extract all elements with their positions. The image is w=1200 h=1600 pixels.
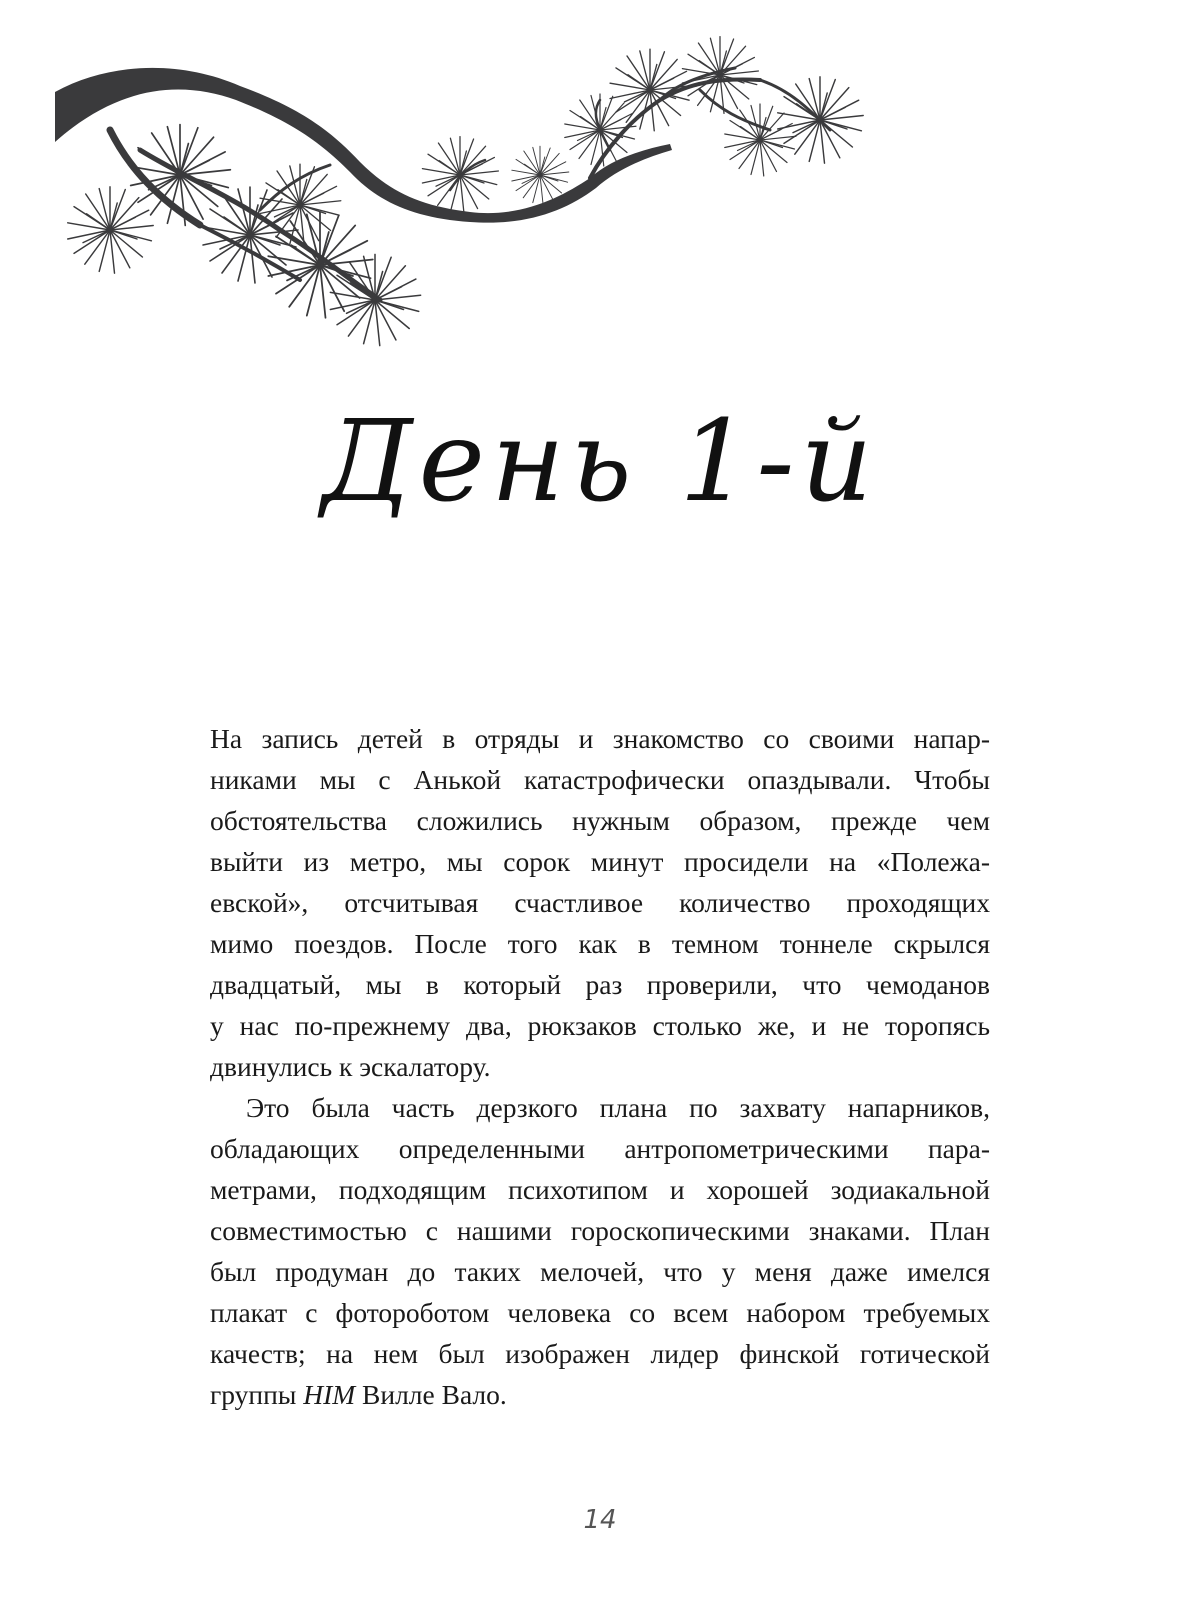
text-line: евской», отсчитывая счастливое количество проходящих [210, 887, 990, 918]
paragraph-1 [210, 718, 990, 1087]
text-line [210, 1374, 990, 1415]
text-line: мимо поездов. После того как в темном тоннеле скрылся [210, 928, 990, 959]
text-line: был продуман до таких мелочей, что у меня даже имелся [210, 1256, 990, 1287]
text-line: Это была часть дерзкого плана по захвату напарников, [246, 1092, 990, 1123]
text-line: у нас по-прежнему два, рюкзаков столько же, и не торопясь [210, 1010, 990, 1041]
text-line: двадцатый, мы в который раз проверили, что чемоданов [210, 969, 990, 1000]
text-line: качеств; на нем был изображен лидер финской готической [210, 1338, 990, 1369]
paragraph-2 [210, 1087, 990, 1415]
text-line: совместимостью с нашими гороскопическими знаками. План [210, 1215, 990, 1246]
text-line: На запись детей в отряды и знакомство со своими напар- [210, 723, 990, 754]
chapter-title: День 1-й [321, 397, 879, 527]
text-line: двинулись к эскалатору. [210, 1051, 491, 1082]
page-number: 14 [583, 1505, 617, 1535]
body-text [210, 718, 990, 1415]
text-line: никами мы с Анькой катастрофически опаздывали. Чтобы [210, 764, 990, 795]
band-name: HIM [303, 1379, 356, 1410]
text-line: метрами, подходящим психотипом и хорошей зодиакальной [210, 1174, 990, 1205]
text-line: обладающих определенными антропометрическими пара- [210, 1133, 990, 1164]
text-fragment: группы [210, 1379, 304, 1410]
text-line: выйти из метро, мы сорок минут просидели на «Полежа- [210, 846, 990, 877]
text-fragment: Вилле Вало. [355, 1379, 507, 1410]
pine-branch-icon [0, 0, 1200, 360]
text-line: обстоятельства сложились нужным образом, прежде чем [210, 805, 990, 836]
text-line: плакат с фотороботом человека со всем набором требуемых [210, 1297, 990, 1328]
